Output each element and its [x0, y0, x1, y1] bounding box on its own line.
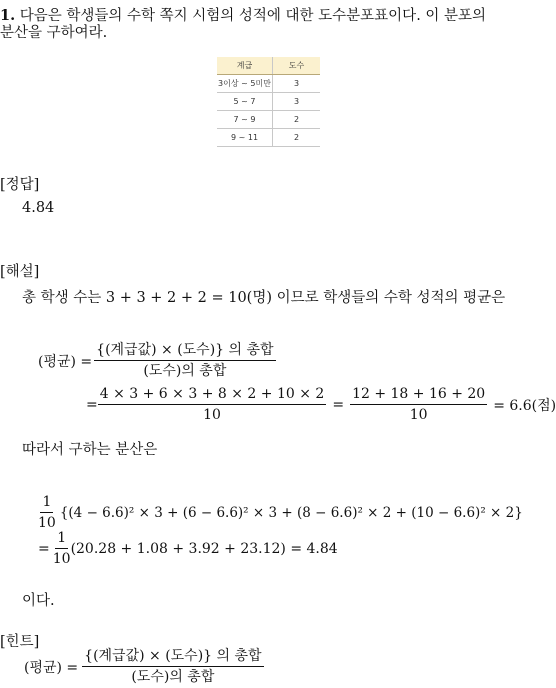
table-header-frequency: 도수 — [273, 57, 321, 75]
conclusion: 이다. — [22, 593, 55, 609]
table-cell-frequency: 2 — [273, 129, 321, 147]
frequency-table — [217, 57, 320, 147]
table-row — [217, 75, 320, 93]
table-row — [217, 93, 320, 111]
calc-equals-2: = — [332, 396, 345, 413]
variance-result-denominator: 10 — [52, 551, 71, 567]
variance-intro: 따라서 구하는 분산은 — [22, 442, 158, 458]
explanation-intro: 총 학생 수는 3 + 3 + 2 + 2 = 10(명) 이므로 학생들의 수학 성적의 평균은 — [22, 290, 506, 306]
table-cell-frequency: 3 — [273, 75, 321, 93]
variance-fraction — [38, 494, 56, 531]
mean-fraction — [94, 342, 275, 379]
table-row — [217, 111, 320, 129]
hint-formula — [24, 648, 264, 685]
question-text-line2: 분산을 구하여라. — [0, 25, 108, 41]
calc-equals: = — [86, 396, 98, 413]
variance-result-numerator: 1 — [55, 530, 68, 549]
hint-lhs: (평균) = — [24, 659, 79, 676]
mean-denominator: (도수)의 총합 — [143, 363, 227, 379]
mean-numerator: {(계급값) × (도수)} 의 총합 — [94, 342, 275, 361]
table-row — [217, 129, 320, 147]
question-text-line1: 다음은 학생들의 수학 쪽지 시험의 성적에 대한 도수분포표이다. 이 분포의 — [19, 8, 487, 24]
hint-numerator: {(계급값) × (도수)} 의 총합 — [82, 648, 263, 667]
variance-denominator: 10 — [38, 515, 56, 531]
calc-fraction-1 — [98, 386, 327, 423]
calc-numerator-2: 12 + 18 + 16 + 20 — [350, 386, 487, 405]
table-cell-class: 7 ~ 9 — [217, 111, 273, 129]
answer-label: [정답] — [0, 177, 40, 193]
variance-result — [38, 530, 338, 567]
calc-numerator-1: 4 × 3 + 6 × 3 + 8 × 2 + 10 × 2 — [98, 386, 327, 405]
mean-calculation — [86, 386, 556, 423]
calc-fraction-2 — [350, 386, 487, 423]
table-cell-class: 5 ~ 7 — [217, 93, 273, 111]
variance-numerator: 1 — [40, 494, 53, 513]
table-cell-class: 3이상 ~ 5미만 — [217, 75, 273, 93]
calc-denominator-1: 10 — [203, 407, 221, 423]
mean-lhs: (평균) = — [38, 353, 93, 370]
variance-result-fraction — [53, 530, 71, 567]
variance-formula — [38, 494, 523, 531]
calc-result: = 6.6(점) — [493, 397, 556, 414]
answer-value: 4.84 — [22, 200, 55, 216]
variance-result-equals: = — [38, 540, 50, 557]
mean-formula — [38, 342, 276, 379]
explanation-label: [해설] — [0, 264, 40, 280]
variance-result-body: (20.28 + 1.08 + 3.92 + 23.12) = 4.84 — [70, 540, 338, 557]
hint-label: [힌트] — [0, 634, 40, 650]
table-cell-frequency: 3 — [273, 93, 321, 111]
table-cell-class: 9 ~ 11 — [217, 129, 273, 147]
hint-fraction — [82, 648, 263, 685]
table-cell-frequency: 2 — [273, 111, 321, 129]
hint-denominator: (도수)의 총합 — [131, 669, 215, 685]
question-number: 1. — [0, 7, 16, 24]
table-header-class: 계급 — [217, 57, 273, 75]
calc-denominator-2: 10 — [409, 407, 428, 423]
variance-body: {(4 − 6.6)² × 3 + (6 − 6.6)² × 3 + (8 − 6.6)² × 2 + (10 − 6.6)² × 2} — [59, 504, 523, 521]
